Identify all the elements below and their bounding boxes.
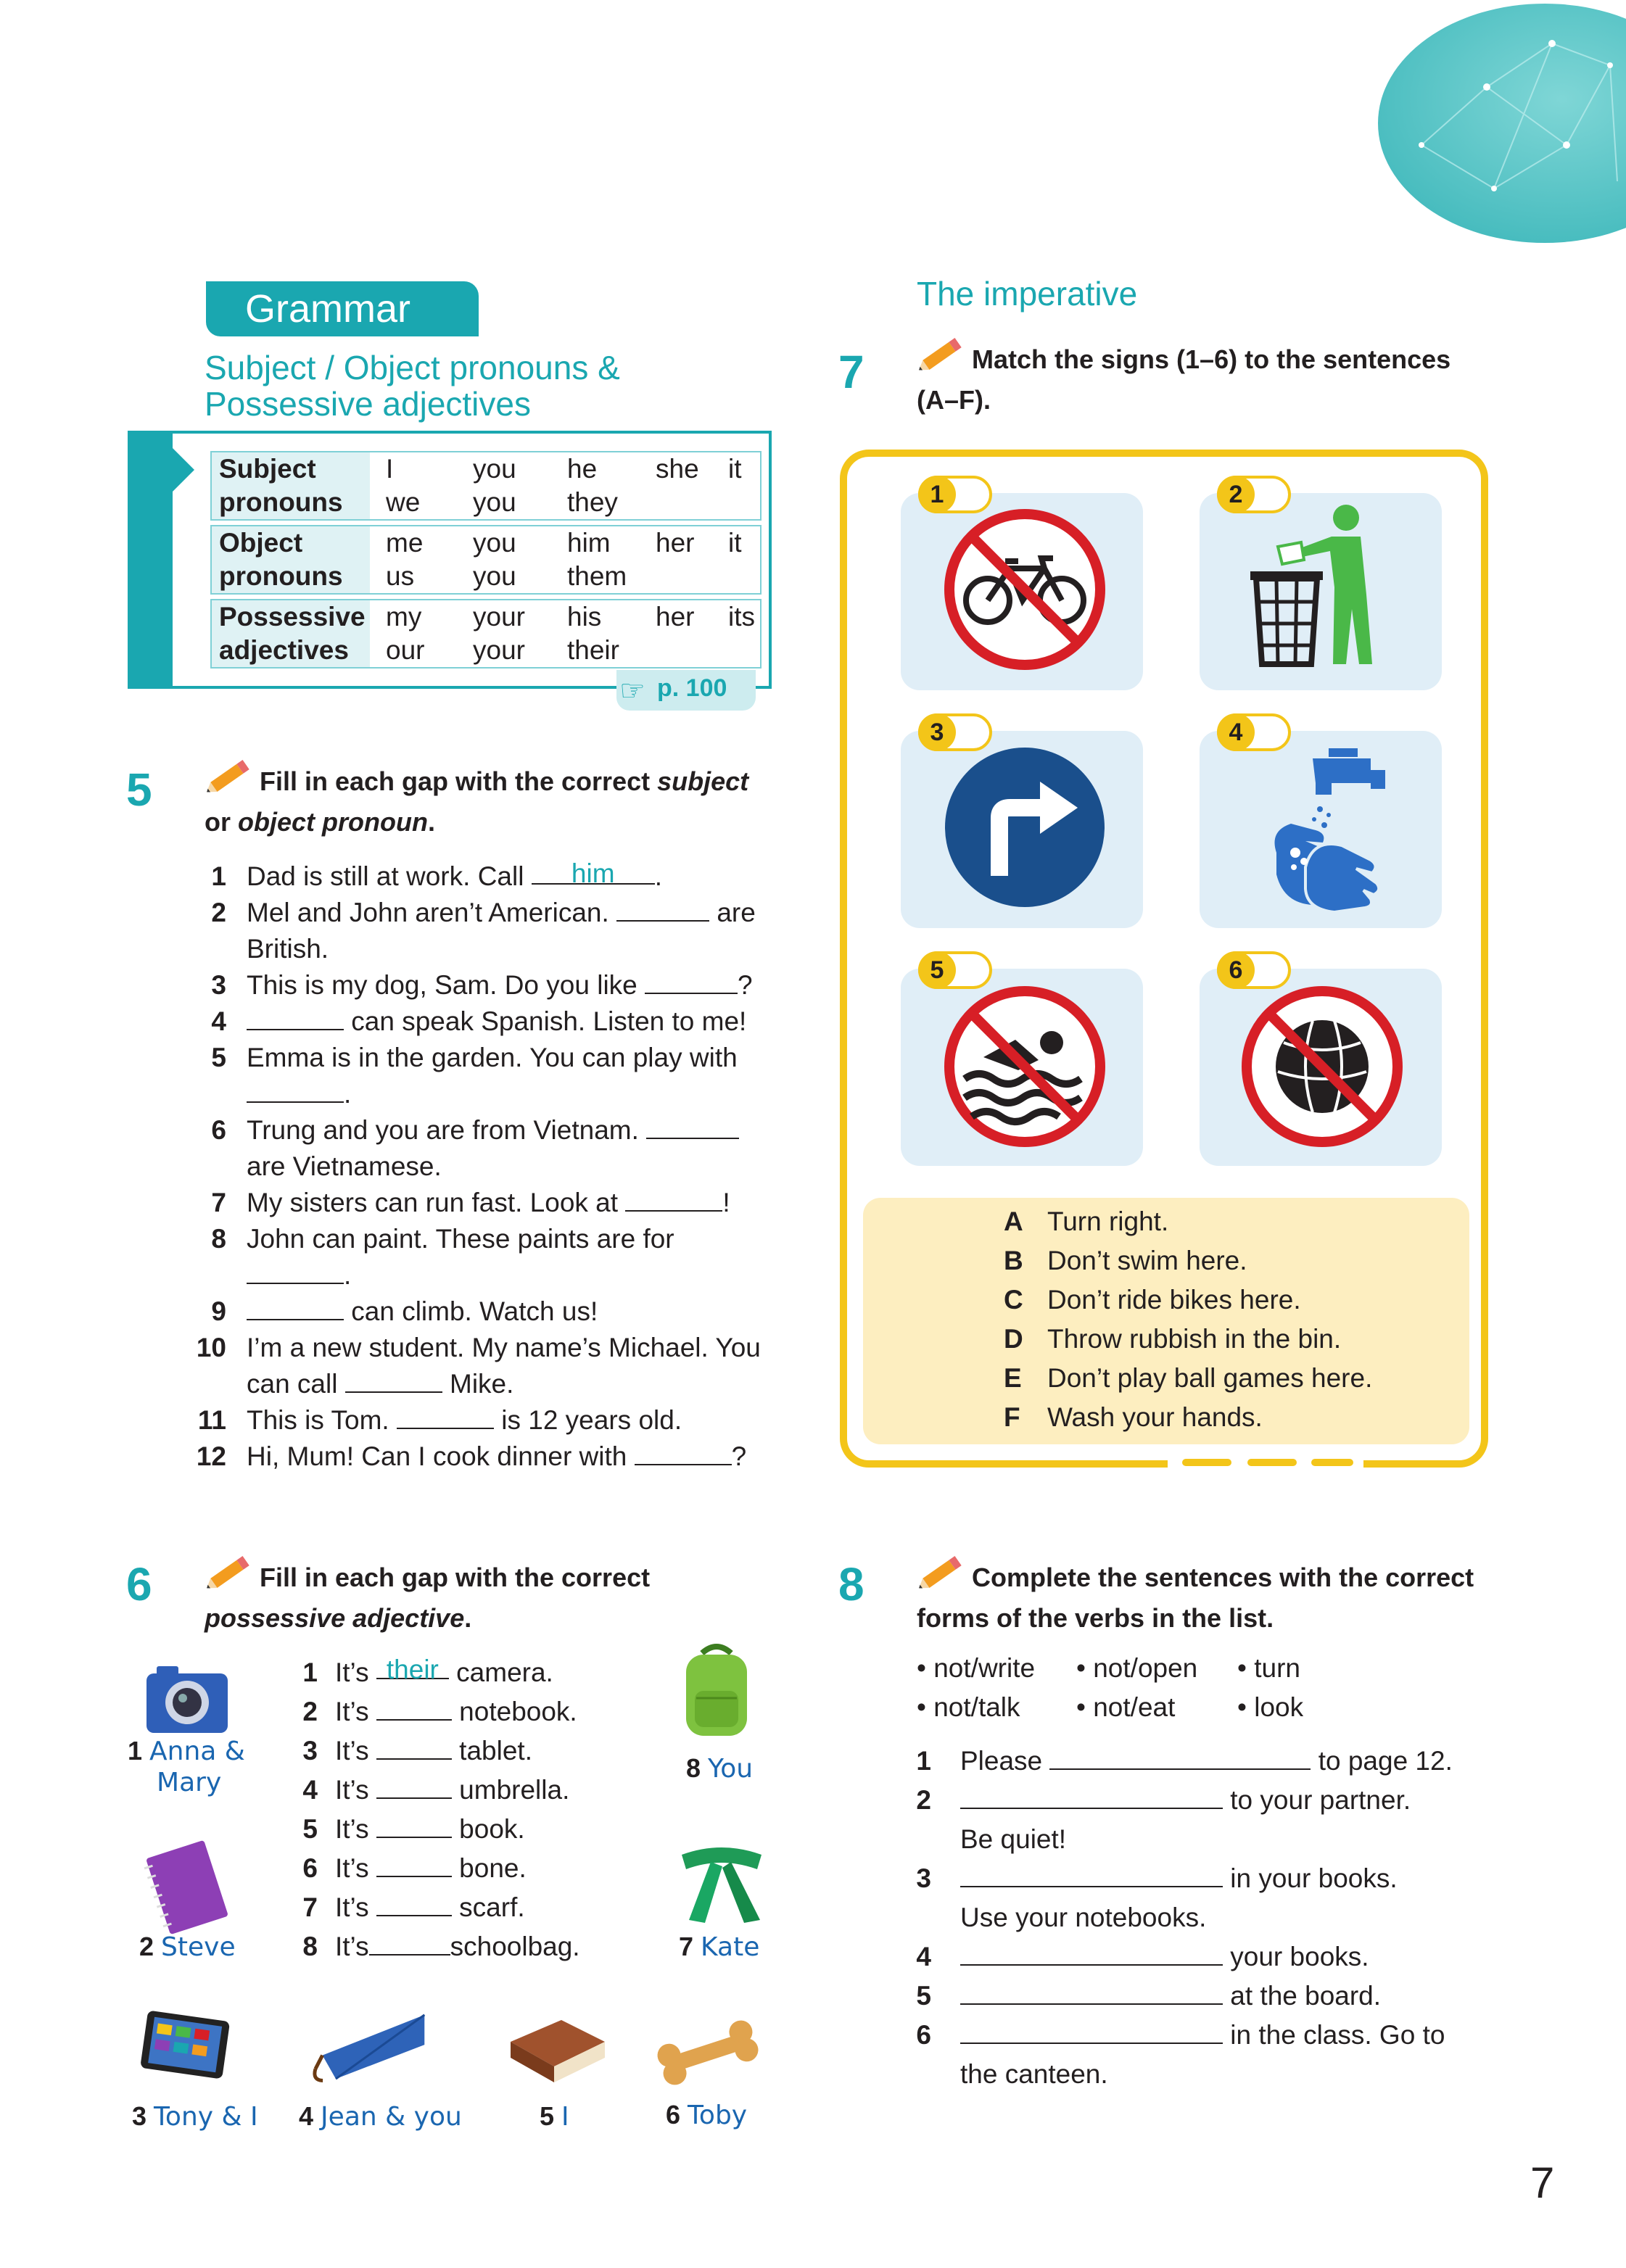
grammar-table-arrow — [173, 448, 194, 492]
list-item: 5 It’s book. — [284, 1810, 632, 1849]
litter-bin-icon — [1245, 500, 1390, 674]
list-item: 7 It’s scarf. — [284, 1888, 632, 1927]
exercise-8-list — [902, 1742, 1555, 2094]
owner-label: 2 Steve — [139, 1932, 236, 1962]
answer-blank[interactable] — [376, 1812, 452, 1838]
possessive: your — [473, 602, 525, 632]
pronoun: her — [656, 528, 695, 558]
list-item: 1 Dad is still at work. Call him . — [211, 858, 662, 891]
grammar-title-line2: Possessive adjectives — [205, 385, 531, 423]
book-icon — [503, 2013, 612, 2093]
verb-item: • not/talk — [917, 1692, 1020, 1722]
list-item: E Don’t play ball games here. — [1004, 1363, 1373, 1393]
row-label: Possessive — [219, 602, 366, 632]
answer-blank[interactable] — [960, 1783, 1223, 1809]
grammar-label-text: Grammar — [245, 287, 410, 331]
answer-blank[interactable] — [397, 1403, 494, 1429]
exercise-6-list — [284, 1653, 632, 1966]
answer-blank[interactable] — [635, 1439, 732, 1465]
list-item: A Turn right. — [1004, 1207, 1169, 1236]
grammar-table-sidebar — [128, 431, 173, 689]
exercise-number: 8 — [838, 1558, 864, 1610]
tablet-icon — [138, 2006, 232, 2085]
list-item: 1 It’s their camera. — [302, 1655, 553, 1687]
list-item: 3 in your books. Use your notebooks. — [902, 1859, 1555, 1937]
turn-right-icon — [943, 745, 1107, 909]
sample-answer: their — [386, 1655, 439, 1684]
list-item: B Don’t swim here. — [1004, 1246, 1247, 1275]
list-item: 2 Mel and John aren’t American. are British. — [183, 895, 777, 967]
possessive: my — [386, 602, 422, 632]
answer-blank[interactable] — [376, 1734, 452, 1760]
pronoun: it — [728, 528, 742, 558]
list-item: 6 in the class. Go to the canteen. — [902, 2016, 1555, 2094]
verb-list — [917, 1649, 1366, 1727]
answer-blank[interactable] — [376, 1653, 449, 1684]
no-bikes-icon — [943, 508, 1107, 671]
decorative-globe — [1378, 0, 1626, 247]
owner-label: 5 I — [540, 2101, 569, 2132]
sign-number-badge: 6 — [1217, 951, 1291, 989]
grammar-title-line1: Subject / Object pronouns & — [205, 349, 620, 386]
umbrella-icon — [309, 2013, 447, 2093]
owner-label: 7 Kate — [679, 1932, 760, 1962]
exercise-number: 5 — [126, 763, 152, 816]
list-item: 6 Trung and you are from Vietnam. are Vietnamese. — [183, 1112, 777, 1185]
answer-blank[interactable] — [960, 1861, 1223, 1887]
exercise-instruction: Fill in each gap with the correct subject or object pronoun. — [205, 756, 785, 843]
pencil-icon — [205, 1552, 255, 1592]
pronoun: me — [386, 528, 424, 558]
pronoun: us — [386, 561, 415, 591]
pronoun: I — [386, 454, 394, 484]
answer-blank[interactable] — [247, 1004, 344, 1030]
list-item: 3 This is my dog, Sam. Do you like ? — [183, 967, 777, 1003]
exercise-instruction: Match the signs (1–6) to the sentences (A–F). — [917, 334, 1540, 421]
pencil-icon — [917, 334, 967, 374]
page-reference-text: p. 100 — [657, 674, 727, 702]
scarf-icon — [660, 1840, 783, 1927]
pronoun: him — [567, 528, 611, 558]
answer-blank[interactable] — [645, 968, 738, 994]
grammar-row-object — [210, 525, 762, 595]
sign-number-badge: 1 — [918, 476, 992, 513]
pencil-icon — [917, 1552, 967, 1592]
verb-item: • not/open — [1076, 1653, 1198, 1683]
list-item: 2 It’s notebook. — [284, 1692, 632, 1731]
answer-blank[interactable] — [960, 2018, 1223, 2044]
answer-blank[interactable] — [376, 1773, 452, 1799]
grammar-row-subject — [210, 451, 762, 521]
answer-blank[interactable] — [625, 1185, 722, 1212]
list-item: 3 It’s tablet. — [284, 1731, 632, 1771]
pronoun: she — [656, 454, 699, 484]
list-item: 10 I’m a new student. My name’s Michael. You can call Mike. — [196, 1333, 761, 1399]
row-label: Subject — [219, 454, 316, 484]
page-number: 7 — [1530, 2159, 1555, 2207]
owner-label: 6 Toby — [666, 2100, 748, 2130]
sign-number-badge: 4 — [1217, 713, 1291, 751]
answer-blank[interactable] — [376, 1694, 452, 1721]
verb-item: • turn — [1237, 1653, 1300, 1683]
possessive: your — [473, 635, 525, 665]
exercise-instruction: Complete the sentences with the correct forms of the verbs in the list. — [917, 1552, 1569, 1639]
list-item: 8 It’s schoolbag. — [284, 1927, 632, 1966]
possessive: our — [386, 635, 425, 665]
row-label: Object — [219, 528, 303, 558]
exercise-5-list — [183, 858, 777, 1475]
list-item: 9 can climb. Watch us! — [183, 1294, 777, 1330]
sample-answer: him — [571, 858, 615, 888]
list-item: 7 My sisters can run fast. Look at ! — [183, 1185, 777, 1221]
answer-blank[interactable] — [247, 1077, 344, 1103]
exercise-number: 7 — [838, 346, 864, 398]
possessive: his — [567, 602, 602, 632]
list-item: C Don’t ride bikes here. — [1004, 1285, 1301, 1315]
grammar-row-possessive — [210, 599, 762, 669]
list-item: 5 Emma is in the garden. You can play with . — [211, 1043, 738, 1109]
notebook-icon — [142, 1840, 232, 1934]
wash-hands-icon — [1262, 744, 1385, 918]
imperative-heading: The imperative — [917, 275, 1138, 313]
verb-item: • not/write — [917, 1653, 1036, 1683]
sign-number-badge: 2 — [1217, 476, 1291, 513]
answer-blank[interactable] — [1049, 1744, 1311, 1770]
pronoun: you — [473, 561, 516, 591]
list-item: 12 Hi, Mum! Can I cook dinner with ? — [183, 1439, 777, 1475]
list-item: 11 This is Tom. is 12 years old. — [183, 1402, 777, 1439]
owner-label: 4 Jean & you — [299, 2101, 462, 2132]
owner-label: 3 Tony & I — [132, 2101, 258, 2132]
list-item: 4 It’s umbrella. — [284, 1771, 632, 1810]
panel-dash — [1182, 1459, 1231, 1466]
panel-dash — [1247, 1459, 1297, 1466]
exercise-number: 6 — [126, 1558, 152, 1610]
row-label: adjectives — [219, 635, 349, 665]
pronoun: we — [386, 487, 421, 517]
pronoun: you — [473, 528, 516, 558]
owner-label: 1 Anna & Mary — [128, 1736, 245, 1797]
sentences-list — [1004, 1202, 1372, 1437]
answer-blank[interactable] — [960, 1979, 1223, 2005]
list-item: 1 Please to page 12. — [902, 1742, 1555, 1781]
answer-blank[interactable] — [376, 1851, 452, 1877]
no-ball-games-icon — [1240, 985, 1404, 1149]
panel-dash — [1311, 1459, 1353, 1466]
verb-item: • look — [1237, 1692, 1304, 1722]
pronoun: you — [473, 487, 516, 517]
pointing-hand-icon: ☞ — [619, 675, 645, 707]
answer-blank[interactable] — [960, 1940, 1223, 1966]
answer-blank[interactable] — [616, 895, 709, 922]
pronoun: they — [567, 487, 618, 517]
answer-blank[interactable] — [376, 1890, 452, 1916]
possessive: its — [728, 602, 755, 632]
list-item: 4 can speak Spanish. Listen to me! — [183, 1003, 777, 1040]
answer-blank[interactable] — [532, 858, 655, 888]
possessive: their — [567, 635, 619, 665]
pronoun: you — [473, 454, 516, 484]
camera-icon — [142, 1657, 232, 1737]
answer-blank[interactable] — [345, 1367, 442, 1393]
answer-blank[interactable] — [646, 1113, 739, 1139]
pronoun: it — [728, 454, 742, 484]
verb-item: • not/eat — [1076, 1692, 1176, 1722]
list-item: D Throw rubbish in the bin. — [1004, 1324, 1342, 1354]
list-item: F Wash your hands. — [1004, 1402, 1263, 1432]
answer-blank[interactable] — [247, 1294, 344, 1320]
owner-label: 8 You — [686, 1753, 754, 1784]
sign-number-badge: 5 — [918, 951, 992, 989]
exercise-instruction: Fill in each gap with the correct possessive adjective. — [205, 1552, 785, 1639]
pencil-icon — [205, 756, 255, 796]
list-item: 5 at the board. — [902, 1977, 1555, 2016]
answer-blank[interactable] — [247, 1258, 344, 1284]
no-swimming-icon — [943, 985, 1107, 1149]
list-item: 2 to your partner. Be quiet! — [902, 1781, 1555, 1859]
bone-icon — [650, 2020, 766, 2085]
possessive: her — [656, 602, 695, 632]
list-item: 4 your books. — [902, 1937, 1555, 1977]
pronoun: he — [567, 454, 598, 484]
row-label: pronouns — [219, 561, 343, 591]
answer-blank[interactable] — [369, 1929, 450, 1955]
schoolbag-icon — [673, 1640, 760, 1742]
list-item: 6 It’s bone. — [284, 1849, 632, 1888]
list-item: 8 John can paint. These paints are for . — [211, 1224, 674, 1290]
row-label: pronouns — [219, 487, 343, 517]
pronoun: them — [567, 561, 627, 591]
page-reference-tag[interactable] — [616, 670, 756, 711]
sign-number-badge: 3 — [918, 713, 992, 751]
